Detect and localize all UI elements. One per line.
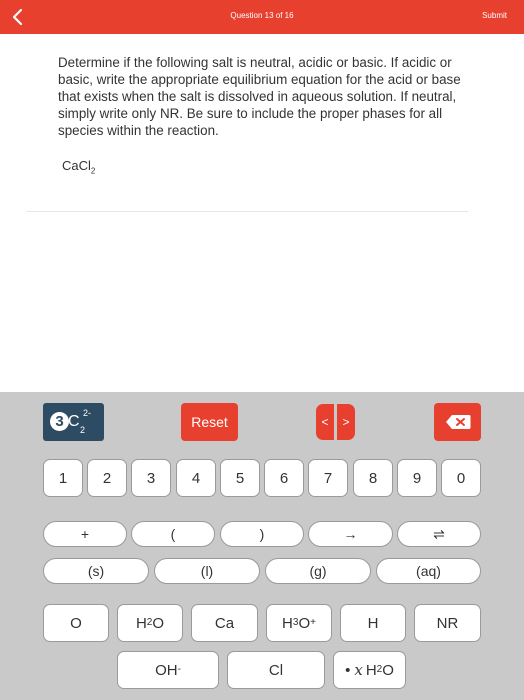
chlorine-key[interactable]: Cl <box>227 651 325 689</box>
mode-charge: 2- <box>83 408 92 418</box>
water-key[interactable]: H 2 O <box>117 604 183 642</box>
digit-3-key[interactable]: 3 <box>131 459 171 497</box>
mode-toggle-button[interactable] <box>43 403 104 441</box>
hydrate-water-key[interactable]: • x H 2 O <box>333 651 406 689</box>
compound-main: CaCl <box>62 158 91 173</box>
submit-button[interactable]: Submit <box>482 11 507 20</box>
divider <box>26 211 468 212</box>
compound-formula <box>62 158 96 176</box>
hydronium-key[interactable]: H 3 O + <box>266 604 332 642</box>
mode-element: C <box>68 413 80 430</box>
backspace-icon <box>445 414 471 430</box>
phase-gas-key[interactable]: (g) <box>265 558 371 584</box>
oxygen-key[interactable]: O <box>43 604 109 642</box>
compound-subscript: 2 <box>90 166 96 176</box>
digit-5-key[interactable]: 5 <box>220 459 260 497</box>
digit-9-key[interactable]: 9 <box>397 459 437 497</box>
digit-0-key[interactable]: 0 <box>441 459 481 497</box>
hydroxide-key[interactable]: OH - <box>117 651 219 689</box>
backspace-button[interactable] <box>434 403 481 441</box>
digit-1-key[interactable]: 1 <box>43 459 83 497</box>
question-prompt: Determine if the following salt is neutral, acidic or basic. If acidic or basic, write the appropriate equilibrium equation for the acid or base that exists when the salt is dissolved in aqueous solution. If neutral, simply write only NR. Be sure to include the proper phases for all species within the reaction. <box>58 55 461 138</box>
mode-subscript: 2 <box>80 425 86 435</box>
coefficient-badge: 3 <box>50 412 69 431</box>
cursor-left-button[interactable] <box>316 404 334 440</box>
digit-4-key[interactable]: 4 <box>176 459 216 497</box>
close-paren-key[interactable]: ) <box>220 521 304 547</box>
phase-aqueous-key[interactable]: (aq) <box>376 558 481 584</box>
cursor-left-icon: < <box>321 415 329 429</box>
top-bar <box>0 0 524 34</box>
open-paren-key[interactable]: ( <box>131 521 215 547</box>
phase-solid-key[interactable]: (s) <box>43 558 149 584</box>
calcium-key[interactable]: Ca <box>191 604 258 642</box>
reaction-arrow-key[interactable]: → <box>308 521 393 547</box>
cursor-right-button[interactable] <box>337 404 355 440</box>
digit-8-key[interactable]: 8 <box>353 459 393 497</box>
hydrogen-key[interactable]: H <box>340 604 406 642</box>
digit-7-key[interactable]: 7 <box>308 459 348 497</box>
reset-button[interactable]: Reset <box>181 403 238 441</box>
phase-liquid-key[interactable]: (l) <box>154 558 260 584</box>
equilibrium-arrow-key[interactable]: ⇌ <box>397 521 481 547</box>
cursor-right-icon: > <box>342 415 350 429</box>
plus-key[interactable]: + <box>43 521 127 547</box>
digit-2-key[interactable]: 2 <box>87 459 127 497</box>
question-counter: Question 13 of 16 <box>230 11 294 20</box>
digit-6-key[interactable]: 6 <box>264 459 304 497</box>
no-reaction-key[interactable]: NR <box>414 604 481 642</box>
